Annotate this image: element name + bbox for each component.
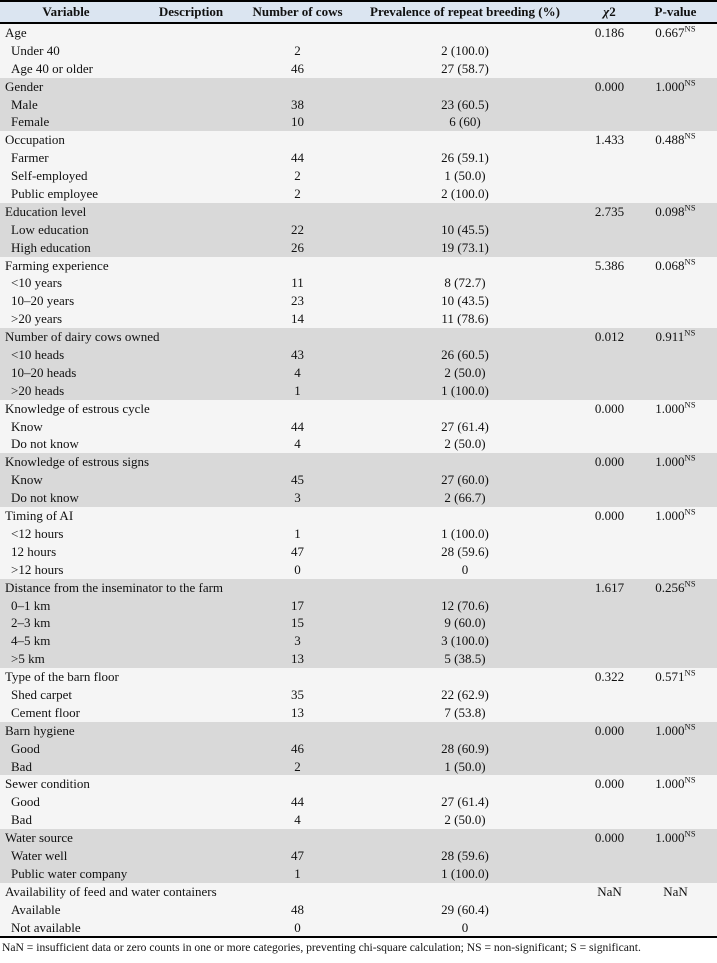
- category-label: 0–1 km: [11, 597, 51, 613]
- number-of-cows-value: 17: [291, 597, 304, 613]
- number-of-cows-value: 0: [294, 919, 301, 935]
- variable-group-row: [0, 203, 717, 221]
- prevalence-value: 2 (50.0): [444, 812, 486, 828]
- variable-label: Farming experience: [5, 257, 109, 273]
- p-value-number: 1.000: [655, 400, 685, 416]
- category-label: Not available: [11, 919, 81, 935]
- category-label: Female: [11, 114, 50, 130]
- chi-square-value: 1.617: [594, 579, 625, 595]
- category-row: [0, 543, 717, 561]
- category-row: [0, 274, 717, 292]
- number-of-cows-value: 13: [291, 651, 304, 667]
- prevalence-value: 28 (59.6): [441, 847, 489, 863]
- prevalence-value: 6 (60): [449, 114, 481, 130]
- number-of-cows-value: 2: [294, 758, 301, 774]
- variable-label: Timing of AI: [5, 508, 74, 524]
- significance-superscript: NS: [684, 775, 696, 786]
- category-label: Public water company: [11, 865, 128, 881]
- category-label: 12 hours: [11, 543, 57, 559]
- p-value-cell: [634, 257, 717, 275]
- variable-group-row: [0, 453, 717, 471]
- chi-square-value: 5.386: [594, 257, 625, 273]
- category-label: <12 hours: [11, 525, 64, 541]
- p-value-number: 1.000: [655, 722, 685, 738]
- variable-group-row: [0, 257, 717, 275]
- p-value-cell: [634, 131, 717, 149]
- category-row: [0, 185, 717, 203]
- category-row: [0, 686, 717, 704]
- category-label: Do not know: [11, 436, 79, 452]
- category-row: [0, 471, 717, 489]
- category-row: [0, 704, 717, 722]
- p-value-cell: [634, 668, 717, 686]
- chi-square-value: 0.000: [594, 830, 625, 846]
- column-header-prevalence: Prevalence of repeat breeding (%): [370, 4, 560, 19]
- variable-group-row: [0, 668, 717, 686]
- chi-square-value: 0.000: [594, 776, 625, 792]
- prevalence-value: 1 (100.0): [441, 525, 489, 541]
- category-label: 2–3 km: [11, 615, 51, 631]
- prevalence-value: 19 (73.1): [441, 239, 489, 255]
- category-row: [0, 418, 717, 436]
- prevalence-value: 22 (62.9): [441, 686, 489, 702]
- prevalence-value: 2 (100.0): [441, 186, 489, 202]
- number-of-cows-value: 1: [294, 382, 301, 398]
- p-value-number: 0.911: [655, 329, 685, 345]
- prevalence-value: 1 (100.0): [441, 382, 489, 398]
- number-of-cows-value: 10: [291, 114, 304, 130]
- p-value-cell: [634, 883, 717, 901]
- prevalence-value: 0: [461, 561, 469, 577]
- category-label: >12 hours: [11, 561, 64, 577]
- category-row: [0, 292, 717, 310]
- prevalence-value: 28 (60.9): [441, 740, 489, 756]
- p-value-number: 1.000: [655, 776, 685, 792]
- variable-label: Barn hygiene: [5, 722, 75, 738]
- variable-label: Age: [5, 25, 27, 40]
- number-of-cows-value: 23: [291, 293, 304, 309]
- chi-square-value: NaN: [597, 883, 622, 899]
- number-of-cows-value: 44: [291, 418, 304, 434]
- variable-group-row: [0, 579, 717, 597]
- category-label: Under 40: [11, 42, 60, 58]
- p-value-cell: [634, 24, 717, 42]
- p-value-number: 0.068: [655, 257, 685, 273]
- variable-label: Availability of feed and water containers: [5, 883, 217, 899]
- table-footnote: NaN = insufficient data or zero counts in one or more categories, preventing chi-square calculation; NS = non-significant; S = significant.: [0, 936, 717, 954]
- chi-square-value: 1.433: [594, 132, 625, 148]
- significance-superscript: NS: [684, 23, 696, 34]
- number-of-cows-value: 3: [294, 490, 301, 506]
- variable-group-row: [0, 131, 717, 149]
- category-row: [0, 650, 717, 668]
- variable-group-row: [0, 507, 717, 525]
- category-label: Available: [11, 901, 61, 917]
- category-label: Know: [11, 418, 43, 434]
- category-row: [0, 561, 717, 579]
- category-row: [0, 435, 717, 453]
- prevalence-value: 8 (72.7): [444, 275, 486, 291]
- category-row: [0, 847, 717, 865]
- significance-superscript: NS: [684, 578, 696, 589]
- category-label: Bad: [11, 758, 32, 774]
- p-value-number: 0.098: [655, 203, 685, 219]
- column-header-number-of-cows: Number of cows: [252, 4, 343, 19]
- prevalence-value: 2 (50.0): [444, 436, 486, 452]
- p-value-cell: [634, 400, 717, 418]
- prevalence-value: 2 (66.7): [444, 490, 486, 506]
- category-row: [0, 525, 717, 543]
- number-of-cows-value: 35: [291, 686, 304, 702]
- number-of-cows-value: 26: [291, 239, 304, 255]
- prevalence-value: 29 (60.4): [441, 901, 489, 917]
- prevalence-value: 11 (78.6): [441, 311, 489, 327]
- category-label: Good: [11, 794, 40, 810]
- category-row: [0, 758, 717, 776]
- category-label: Public employee: [11, 186, 99, 202]
- number-of-cows-value: 0: [294, 561, 301, 577]
- variable-label: Type of the barn floor: [5, 669, 119, 685]
- category-label: 4–5 km: [11, 633, 51, 649]
- category-row: [0, 149, 717, 167]
- number-of-cows-value: 4: [294, 364, 301, 380]
- p-value-cell: [634, 507, 717, 525]
- significance-superscript: NS: [684, 256, 696, 267]
- number-of-cows-value: 15: [291, 615, 304, 631]
- chi-square-value: 0.186: [594, 25, 625, 40]
- chi-square-value: 0.000: [594, 78, 625, 94]
- chi-square-value: 0.000: [594, 508, 625, 524]
- p-value-cell: [634, 722, 717, 740]
- prevalence-value: 2 (50.0): [444, 364, 486, 380]
- chi-square-value: 0.000: [594, 454, 625, 470]
- category-label: Water well: [11, 847, 68, 863]
- prevalence-value: 0: [461, 919, 469, 935]
- category-label: Age 40 or older: [11, 60, 93, 76]
- p-value-number: 0.667: [655, 25, 685, 40]
- category-label: Shed carpet: [11, 686, 73, 702]
- category-label: Know: [11, 472, 43, 488]
- variable-group-row: [0, 24, 717, 42]
- variable-group-row: [0, 775, 717, 793]
- prevalence-value: 23 (60.5): [441, 96, 489, 112]
- p-value-cell: [634, 78, 717, 96]
- p-value-cell: [634, 579, 717, 597]
- number-of-cows-value: 43: [291, 347, 304, 363]
- category-row: [0, 811, 717, 829]
- category-label: Self-employed: [11, 168, 88, 184]
- significance-superscript: NS: [684, 667, 696, 678]
- variable-label: Knowledge of estrous cycle: [5, 400, 150, 416]
- p-value-cell: [634, 328, 717, 346]
- number-of-cows-value: 47: [291, 543, 304, 559]
- category-row: [0, 865, 717, 883]
- chi-square-value: 2.735: [594, 203, 625, 219]
- category-label: Bad: [11, 812, 32, 828]
- prevalence-value: 28 (59.6): [441, 543, 489, 559]
- category-label: High education: [11, 239, 91, 255]
- number-of-cows-value: 14: [291, 311, 304, 327]
- variable-label: Occupation: [5, 132, 65, 148]
- table-body: [0, 24, 717, 936]
- chi-square-value: 0.322: [594, 669, 625, 685]
- category-label: >20 heads: [11, 382, 65, 398]
- variable-group-row: [0, 328, 717, 346]
- category-row: [0, 901, 717, 919]
- number-of-cows-value: 11: [291, 275, 304, 291]
- significance-superscript: NS: [684, 202, 696, 213]
- category-row: [0, 919, 717, 937]
- significance-superscript: NS: [684, 721, 696, 732]
- category-row: [0, 239, 717, 257]
- prevalence-value: 1 (100.0): [441, 865, 489, 881]
- p-value-number: 1.000: [655, 830, 685, 846]
- number-of-cows-value: 48: [291, 901, 304, 917]
- prevalence-value: 27 (61.4): [441, 418, 489, 434]
- prevalence-value: 10 (43.5): [441, 293, 489, 309]
- prevalence-value: 27 (58.7): [441, 60, 489, 76]
- category-label: 10–20 heads: [11, 364, 77, 380]
- number-of-cows-value: 47: [291, 847, 304, 863]
- significance-superscript: NS: [684, 77, 696, 88]
- significance-superscript: NS: [684, 828, 696, 839]
- number-of-cows-value: 45: [291, 472, 304, 488]
- number-of-cows-value: 44: [291, 794, 304, 810]
- category-label: Do not know: [11, 490, 79, 506]
- number-of-cows-value: 22: [291, 221, 304, 237]
- category-label: Low education: [11, 221, 89, 237]
- category-row: [0, 364, 717, 382]
- number-of-cows-value: 13: [291, 704, 304, 720]
- variable-group-row: [0, 722, 717, 740]
- chi-symbol: χ: [603, 4, 610, 19]
- category-row: [0, 632, 717, 650]
- prevalence-value: 5 (38.5): [444, 651, 486, 667]
- number-of-cows-value: 46: [291, 60, 304, 76]
- category-row: [0, 489, 717, 507]
- number-of-cows-value: 1: [294, 865, 301, 881]
- category-row: [0, 793, 717, 811]
- prevalence-value: 26 (59.1): [441, 150, 489, 166]
- prevalence-value: 9 (60.0): [444, 615, 486, 631]
- p-value-cell: [634, 203, 717, 221]
- variable-group-row: [0, 829, 717, 847]
- category-row: [0, 382, 717, 400]
- p-value-number: 0.256: [655, 579, 685, 595]
- category-row: [0, 597, 717, 615]
- variable-label: Knowledge of estrous signs: [5, 454, 150, 470]
- p-value-number: 1.000: [655, 78, 685, 94]
- prevalence-value: 1 (50.0): [444, 758, 486, 774]
- p-value-number: 0.571: [655, 669, 685, 685]
- category-label: >20 years: [11, 311, 63, 327]
- table-header-row: [0, 0, 717, 24]
- p-value-cell: [634, 453, 717, 471]
- category-label: Good: [11, 740, 40, 756]
- column-header-variable: Variable: [42, 4, 90, 19]
- category-row: [0, 221, 717, 239]
- variable-group-row: [0, 883, 717, 901]
- column-header-description: Description: [158, 4, 224, 19]
- prevalence-value: 12 (70.6): [441, 597, 489, 613]
- significance-superscript: NS: [684, 131, 696, 142]
- variable-label: Number of dairy cows owned: [5, 329, 160, 345]
- category-label: Cement floor: [11, 704, 80, 720]
- chi-square-value: 0.000: [594, 400, 625, 416]
- number-of-cows-value: 46: [291, 740, 304, 756]
- chi-square-value: 0.012: [594, 329, 625, 345]
- prevalence-value: 27 (61.4): [441, 794, 489, 810]
- category-label: <10 years: [11, 275, 63, 291]
- p-value-number: 1.000: [655, 508, 685, 524]
- category-row: [0, 60, 717, 78]
- prevalence-value: 2 (100.0): [441, 42, 489, 58]
- category-row: [0, 42, 717, 60]
- variable-label: Sewer condition: [5, 776, 90, 792]
- prevalence-value: 27 (60.0): [441, 472, 489, 488]
- variable-group-row: [0, 400, 717, 418]
- variable-label: Distance from the inseminator to the farm: [5, 579, 224, 595]
- prevalence-value: 26 (60.5): [441, 347, 489, 363]
- column-header-chi-square: [585, 4, 634, 20]
- chi-square-value: 0.000: [594, 722, 625, 738]
- p-value-cell: [634, 775, 717, 793]
- significance-superscript: NS: [684, 399, 696, 410]
- number-of-cows-value: 4: [294, 812, 301, 828]
- number-of-cows-value: 2: [294, 186, 301, 202]
- number-of-cows-value: 44: [291, 150, 304, 166]
- category-row: [0, 96, 717, 114]
- category-row: [0, 614, 717, 632]
- category-label: 10–20 years: [11, 293, 75, 309]
- p-value-number: 0.488: [655, 132, 685, 148]
- column-header-p-value: P-value: [654, 4, 697, 19]
- number-of-cows-value: 2: [294, 42, 301, 58]
- category-row: [0, 346, 717, 364]
- significance-superscript: NS: [684, 327, 696, 338]
- chi-suffix: 2: [609, 4, 616, 19]
- p-value-cell: [634, 829, 717, 847]
- category-row: [0, 740, 717, 758]
- category-row: [0, 113, 717, 131]
- category-label: >5 km: [11, 651, 45, 667]
- variable-label: Water source: [5, 830, 73, 846]
- number-of-cows-value: 4: [294, 436, 301, 452]
- number-of-cows-value: 38: [291, 96, 304, 112]
- variable-label: Education level: [5, 203, 87, 219]
- significance-superscript: NS: [684, 506, 696, 517]
- category-row: [0, 310, 717, 328]
- prevalence-value: 1 (50.0): [444, 168, 486, 184]
- variable-group-row: [0, 78, 717, 96]
- category-label: <10 heads: [11, 347, 65, 363]
- category-label: Farmer: [11, 150, 49, 166]
- prevalence-value: 10 (45.5): [441, 221, 489, 237]
- p-value-number: NaN: [663, 883, 688, 899]
- number-of-cows-value: 1: [294, 525, 301, 541]
- p-value-number: 1.000: [655, 454, 685, 470]
- significance-superscript: NS: [684, 453, 696, 464]
- category-row: [0, 167, 717, 185]
- category-label: Male: [11, 96, 38, 112]
- number-of-cows-value: 2: [294, 168, 301, 184]
- prevalence-value: 7 (53.8): [444, 704, 486, 720]
- variable-label: Gender: [5, 78, 44, 94]
- number-of-cows-value: 3: [294, 633, 301, 649]
- prevalence-value: 3 (100.0): [441, 633, 489, 649]
